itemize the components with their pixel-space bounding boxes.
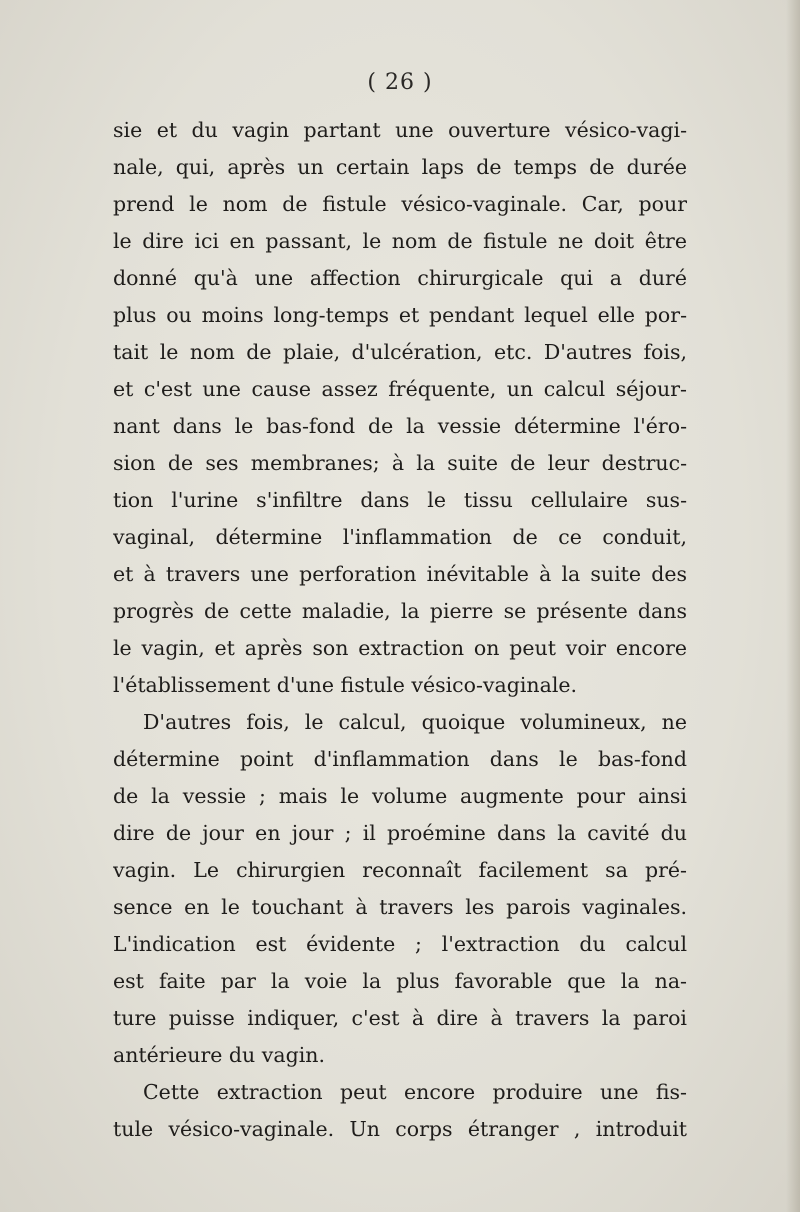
text-line: ture puisse indiquer, c'est à dire à travers la paroi bbox=[113, 1006, 687, 1030]
text-line: est faite par la voie la plus favorable que la na- bbox=[113, 969, 687, 993]
text-line: tule vésico-vaginale. Un corps étranger , introduit bbox=[113, 1117, 687, 1141]
text-line: détermine point d'inflammation dans le bas-fond bbox=[113, 747, 687, 771]
page-edge-shadow bbox=[786, 0, 800, 1212]
text-line: prend le nom de fistule vésico-vaginale. Car, pour bbox=[113, 192, 687, 216]
text-line: le dire ici en passant, le nom de fistule ne doit être bbox=[113, 229, 687, 253]
text-line: vagin. Le chirurgien reconnaît facilement sa pré- bbox=[113, 858, 687, 882]
text-line: sence en le touchant à travers les parois vaginales. bbox=[113, 895, 687, 919]
text-line: D'autres fois, le calcul, quoique volumineux, ne bbox=[143, 710, 687, 734]
body-text bbox=[113, 112, 687, 1148]
text-line: nant dans le bas-fond de la vessie détermine l'éro- bbox=[113, 414, 687, 438]
text-line: et à travers une perforation inévitable à la suite des bbox=[113, 562, 687, 586]
text-line: tion l'urine s'infiltre dans le tissu cellulaire sus- bbox=[113, 488, 687, 512]
text-line: sie et du vagin partant une ouverture vésico-vagi- bbox=[113, 118, 687, 142]
text-line: donné qu'à une affection chirurgicale qui a duré bbox=[113, 266, 687, 290]
text-line: vaginal, détermine l'inflammation de ce conduit, bbox=[113, 525, 687, 549]
text-line: plus ou moins long-temps et pendant lequel elle por- bbox=[113, 303, 687, 327]
text-line: L'indication est évidente ; l'extraction du calcul bbox=[113, 932, 687, 956]
text-line: antérieure du vagin. bbox=[113, 1043, 325, 1067]
text-line: progrès de cette maladie, la pierre se présente dans bbox=[113, 599, 687, 623]
text-line: sion de ses membranes; à la suite de leur destruc- bbox=[113, 451, 687, 475]
text-line: dire de jour en jour ; il proémine dans la cavité du bbox=[113, 821, 687, 845]
text-line: le vagin, et après son extraction on peut voir encore bbox=[113, 636, 687, 660]
page-number: ( 26 ) bbox=[367, 70, 433, 95]
text-line: tait le nom de plaie, d'ulcération, etc. D'autres fois, bbox=[113, 340, 687, 364]
text-line: de la vessie ; mais le volume augmente pour ainsi bbox=[113, 784, 687, 808]
text-line: l'établissement d'une fistule vésico-vaginale. bbox=[113, 673, 578, 697]
text-line: nale, qui, après un certain laps de temps de durée bbox=[113, 155, 687, 179]
text-line: et c'est une cause assez fréquente, un calcul séjour- bbox=[113, 377, 687, 401]
text-line: Cette extraction peut encore produire une fis- bbox=[143, 1080, 687, 1104]
